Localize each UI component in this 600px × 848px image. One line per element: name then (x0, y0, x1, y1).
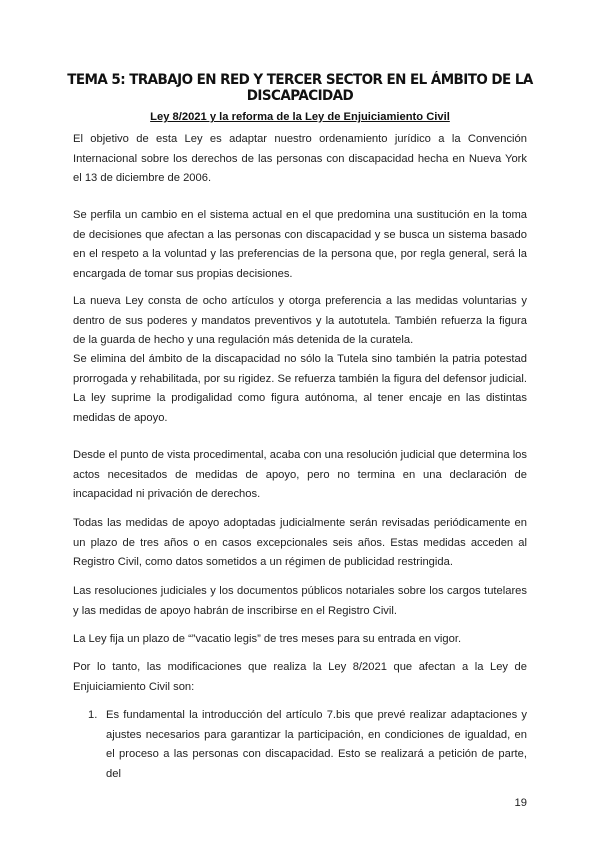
paragraph: Desde el punto de vista procedimental, acaba con una resolución judicial que determina los actos necesitados de medidas de apoyo, pero no termina en una declaración de incapacidad ni privación de derechos. (73, 449, 527, 500)
section-heading: Ley 8/2021 y la reforma de la Ley de Enjuiciamiento Civil (150, 111, 450, 123)
numbered-list (73, 706, 527, 784)
page-number: 19 (514, 797, 527, 809)
list-item-number: 1. (88, 709, 98, 721)
paragraph: Las resoluciones judiciales y los documentos públicos notariales sobre los cargos tutelares y las medidas de apoyo habrán de inscribirse en el Registro Civil. (73, 585, 527, 617)
paragraph: Todas las medidas de apoyo adoptadas judicialmente serán revisadas periódicamente en un plazo de tres años o en casos excepcionales seis años. Estas medidas acceden al Registro Civil, como datos sometidos a un régimen de publicidad restringida. (73, 517, 527, 568)
paragraph: Por lo tanto, las modificaciones que realiza la Ley 8/2021 que afectan a la Ley de Enjuiciamiento Civil son: (73, 661, 527, 693)
list-item (73, 706, 527, 784)
paragraph: La Ley fija un plazo de “”vacatio legis” de tres meses para su entrada en vigor. (73, 633, 462, 645)
paragraph: La nueva Ley consta de ocho artículos y otorga preferencia a las medidas voluntarias y dentro de sus poderes y mandatos preventivos y la autotutela. También refuerza la figura de la guarda de hecho y una regulación más detenida de la curatela. (73, 295, 527, 346)
paragraph: Se elimina del ámbito de la discapacidad no sólo la Tutela sino también la patria potestad prorrogada y rehabilitada, por su rigidez. Se refuerza también la figura del defensor judicial. La ley suprime la prodigalidad como figura autónoma, al tener encaje en las distintas medidas de apoyo. (73, 353, 527, 424)
list-item-text: Es fundamental la introducción del artículo 7.bis que prevé realizar adaptaciones y ajustes necesarios para garantizar la participación, en condiciones de igualdad, en el proceso a las personas con discapacidad. Esto se realizará a petición de parte, del (106, 709, 527, 780)
paragraph: Se perfila un cambio en el sistema actual en el que predomina una sustitución en la toma de decisiones que afectan a las personas con discapacidad y se busca un sistema basado en el respeto a la voluntad y las preferencias de la persona que, por regla general, será la encargada de tomar sus propias decisiones. (73, 209, 527, 280)
paragraph: El objetivo de esta Ley es adaptar nuestro ordenamiento jurídico a la Convención Internacional sobre los derechos de las personas con discapacidad hecha en Nueva York el 13 de diciembre de 2006. (73, 133, 527, 184)
page-title: TEMA 5: TRABAJO EN RED Y TERCER SECTOR EN EL ÁMBITO DE LA DISCAPACIDAD (67, 72, 533, 104)
